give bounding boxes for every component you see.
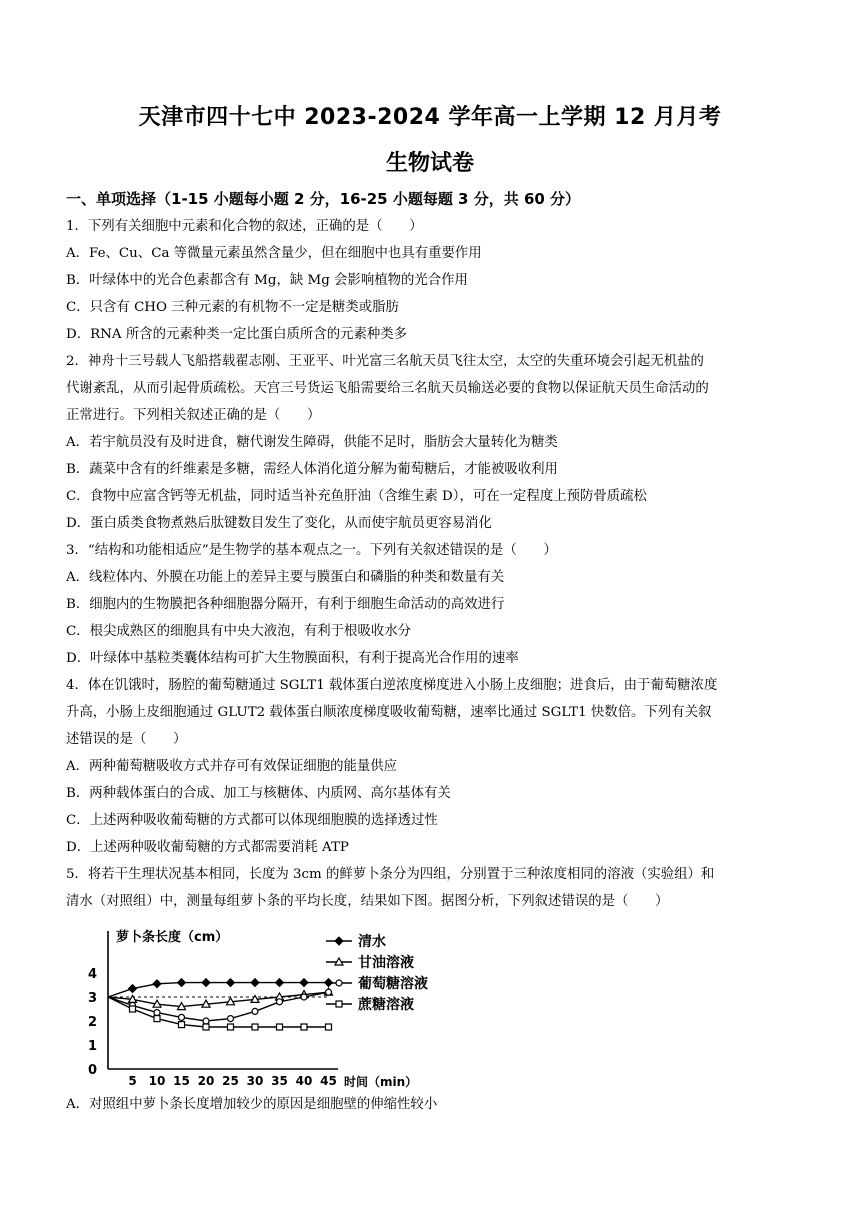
data-point [276,979,284,987]
data-point [179,1022,185,1028]
data-point [178,979,186,987]
legend-label: 清水 [358,934,386,950]
series-line-2 [108,992,329,1006]
y-tick-label: 3 [88,991,98,1006]
x-axis-label: 时间（min） [344,1075,418,1089]
data-point [228,1016,234,1022]
data-point [154,1016,160,1022]
radish-length-chart [66,919,796,1091]
data-point [252,1024,258,1030]
data-point [203,1024,209,1030]
x-tick-label: 45 [320,1074,337,1088]
legend-marker [335,937,343,945]
exam-content [66,186,796,1118]
data-point [326,989,332,995]
x-tick-label: 35 [271,1074,288,1088]
data-point [227,979,235,987]
data-point [179,1014,185,1020]
option-b: B．蔬菜中含有的纤维素是多糖，需经人体消化道分解为葡萄糖后，才能被吸收利用 [66,462,558,477]
option-b: B．两种载体蛋白的合成、加工与核糖体、内质网、高尔基体有关 [66,786,451,801]
data-point [301,1024,307,1030]
option-d: D．上述两种吸收葡萄糖的方式都需要消耗 ATP [66,840,349,855]
y-tick-label: 4 [88,967,98,982]
legend-label: 蔗糖溶液 [358,997,414,1013]
y-tick-label: 0 [88,1063,98,1078]
line-chart-svg [76,919,476,1089]
data-point [130,1006,136,1012]
option-d: D．RNA 所含的元素种类一定比蛋白质所含的元素种类多 [66,327,408,342]
option-b: B．叶绿体中的光合色素都含有 Mg，缺 Mg 会影响植物的光合作用 [66,273,468,288]
question-stem-line: 升高，小肠上皮细胞通过 GLUT2 载体蛋白顺浓度梯度吸收葡萄糖，速率比通过 SGLT1 快数倍。下列有关叙 [66,705,712,720]
question-1 [66,213,796,348]
legend-marker [336,980,342,986]
x-tick-label: 40 [295,1074,313,1088]
option-c: C．上述两种吸收葡萄糖的方式都可以体现细胞膜的选择透过性 [66,813,438,828]
question-stem-line: 代谢紊乱，从而引起骨质疏松。天宫三号货运飞船需要给三名航天员输送必要的食物以保证航天员生命活动的 [66,381,709,396]
data-point [277,1024,283,1030]
data-point [129,985,137,993]
legend-label: 甘油溶液 [358,955,414,971]
x-tick-label: 20 [197,1074,215,1088]
option-c: C．根尖成熟区的细胞具有中央大液泡，有利于根吸收水分 [66,624,412,639]
x-tick-label: 25 [222,1074,239,1088]
option-b: B．细胞内的生物膜把各种细胞器分隔开，有利于细胞生命活动的高效进行 [66,597,505,612]
option-c: C．只含有 CHO 三种元素的有机物不一定是糖类或脂肪 [66,300,399,315]
question-3 [66,537,796,672]
question-stem-line: 5．将若干生理状况基本相同，长度为 3cm 的鲜萝卜条分为四组，分别置于三种浓度相同的溶液（实验组）和 [66,867,715,882]
question-stem-line: 3．“结构和功能相适应”是生物学的基本观点之一。下列有关叙述错误的是（ ） [66,543,557,558]
question-4 [66,672,796,861]
option-a: A．若宇航员没有及时进食，糖代谢发生障碍，供能不足时，脂肪会大量转化为糖类 [66,435,558,450]
option-a: A．Fe、Cu、Ca 等微量元素虽然含量少，但在细胞中也具有重要作用 [66,246,482,261]
x-tick-label: 30 [246,1074,264,1088]
data-point [203,1018,209,1024]
question-2 [66,348,796,537]
option-c: C．食物中应富含钙等无机盐，同时适当补充鱼肝油（含维生素 D），可在一定程度上预防骨质疏松 [66,489,647,504]
data-point [154,1010,160,1016]
option-d: D．叶绿体中基粒类囊体结构可扩大生物膜面积，有利于提高光合作用的速率 [66,651,519,666]
legend-marker [336,1001,342,1007]
data-point [228,1024,234,1030]
data-point [326,1024,332,1030]
page-title: 天津市四十七中 2023-2024 学年高一上学期 12 月月考 [138,105,722,130]
x-tick-label: 5 [128,1074,137,1088]
y-axis-label: 萝卜条长度（cm） [116,930,229,945]
data-point [300,979,308,987]
data-point [153,980,161,988]
data-point [202,979,210,987]
question-5 [66,861,796,915]
question-stem-line: 1．下列有关细胞中元素和化合物的叙述，正确的是（ ） [66,219,423,234]
option-a: A．线粒体内、外膜在功能上的差异主要与膜蛋白和磷脂的种类和数量有关 [66,570,505,585]
data-point [277,999,283,1005]
option-d: D．蛋白质类食物煮熟后肽键数目发生了变化，从而使宇航员更容易消化 [66,516,492,531]
question-stem-line: 述错误的是（ ） [66,732,187,747]
x-tick-label: 15 [173,1074,190,1088]
question-stem-line: 正常进行。下列相关叙述正确的是（ ） [66,408,321,423]
question-stem-line: 清水（对照组）中，测量每组萝卜条的平均长度，结果如下图。据图分析，下列叙述错误的是（ ） [66,894,669,909]
data-point [301,994,307,1000]
option-a: A．对照组中萝卜条长度增加较少的原因是细胞壁的伸缩性较小 [66,1097,438,1112]
question-stem-line: 4．体在饥饿时，肠腔的葡萄糖通过 SGLT1 载体蛋白逆浓度梯度进入小肠上皮细胞；进食后，由于葡萄糖浓度 [66,678,718,693]
question-stem-line: 2．神舟十三号载人飞船搭载翟志刚、王亚平、叶光富三名航天员飞往太空，太空的失重环境会引起无机盐的 [66,354,704,369]
option-a: A．两种葡萄糖吸收方式并存可有效保证细胞的能量供应 [66,759,398,774]
page-subtitle: 生物试卷 [385,151,474,176]
data-point [252,1008,258,1014]
y-tick-label: 1 [88,1039,98,1054]
data-point [251,979,259,987]
y-tick-label: 2 [88,1015,98,1030]
legend-label: 葡萄糖溶液 [358,976,428,992]
x-tick-label: 10 [148,1074,166,1088]
section-heading: 一、单项选择（1-15 小题每小题 2 分，16-25 小题每题 3 分，共 60 分） [66,190,581,208]
